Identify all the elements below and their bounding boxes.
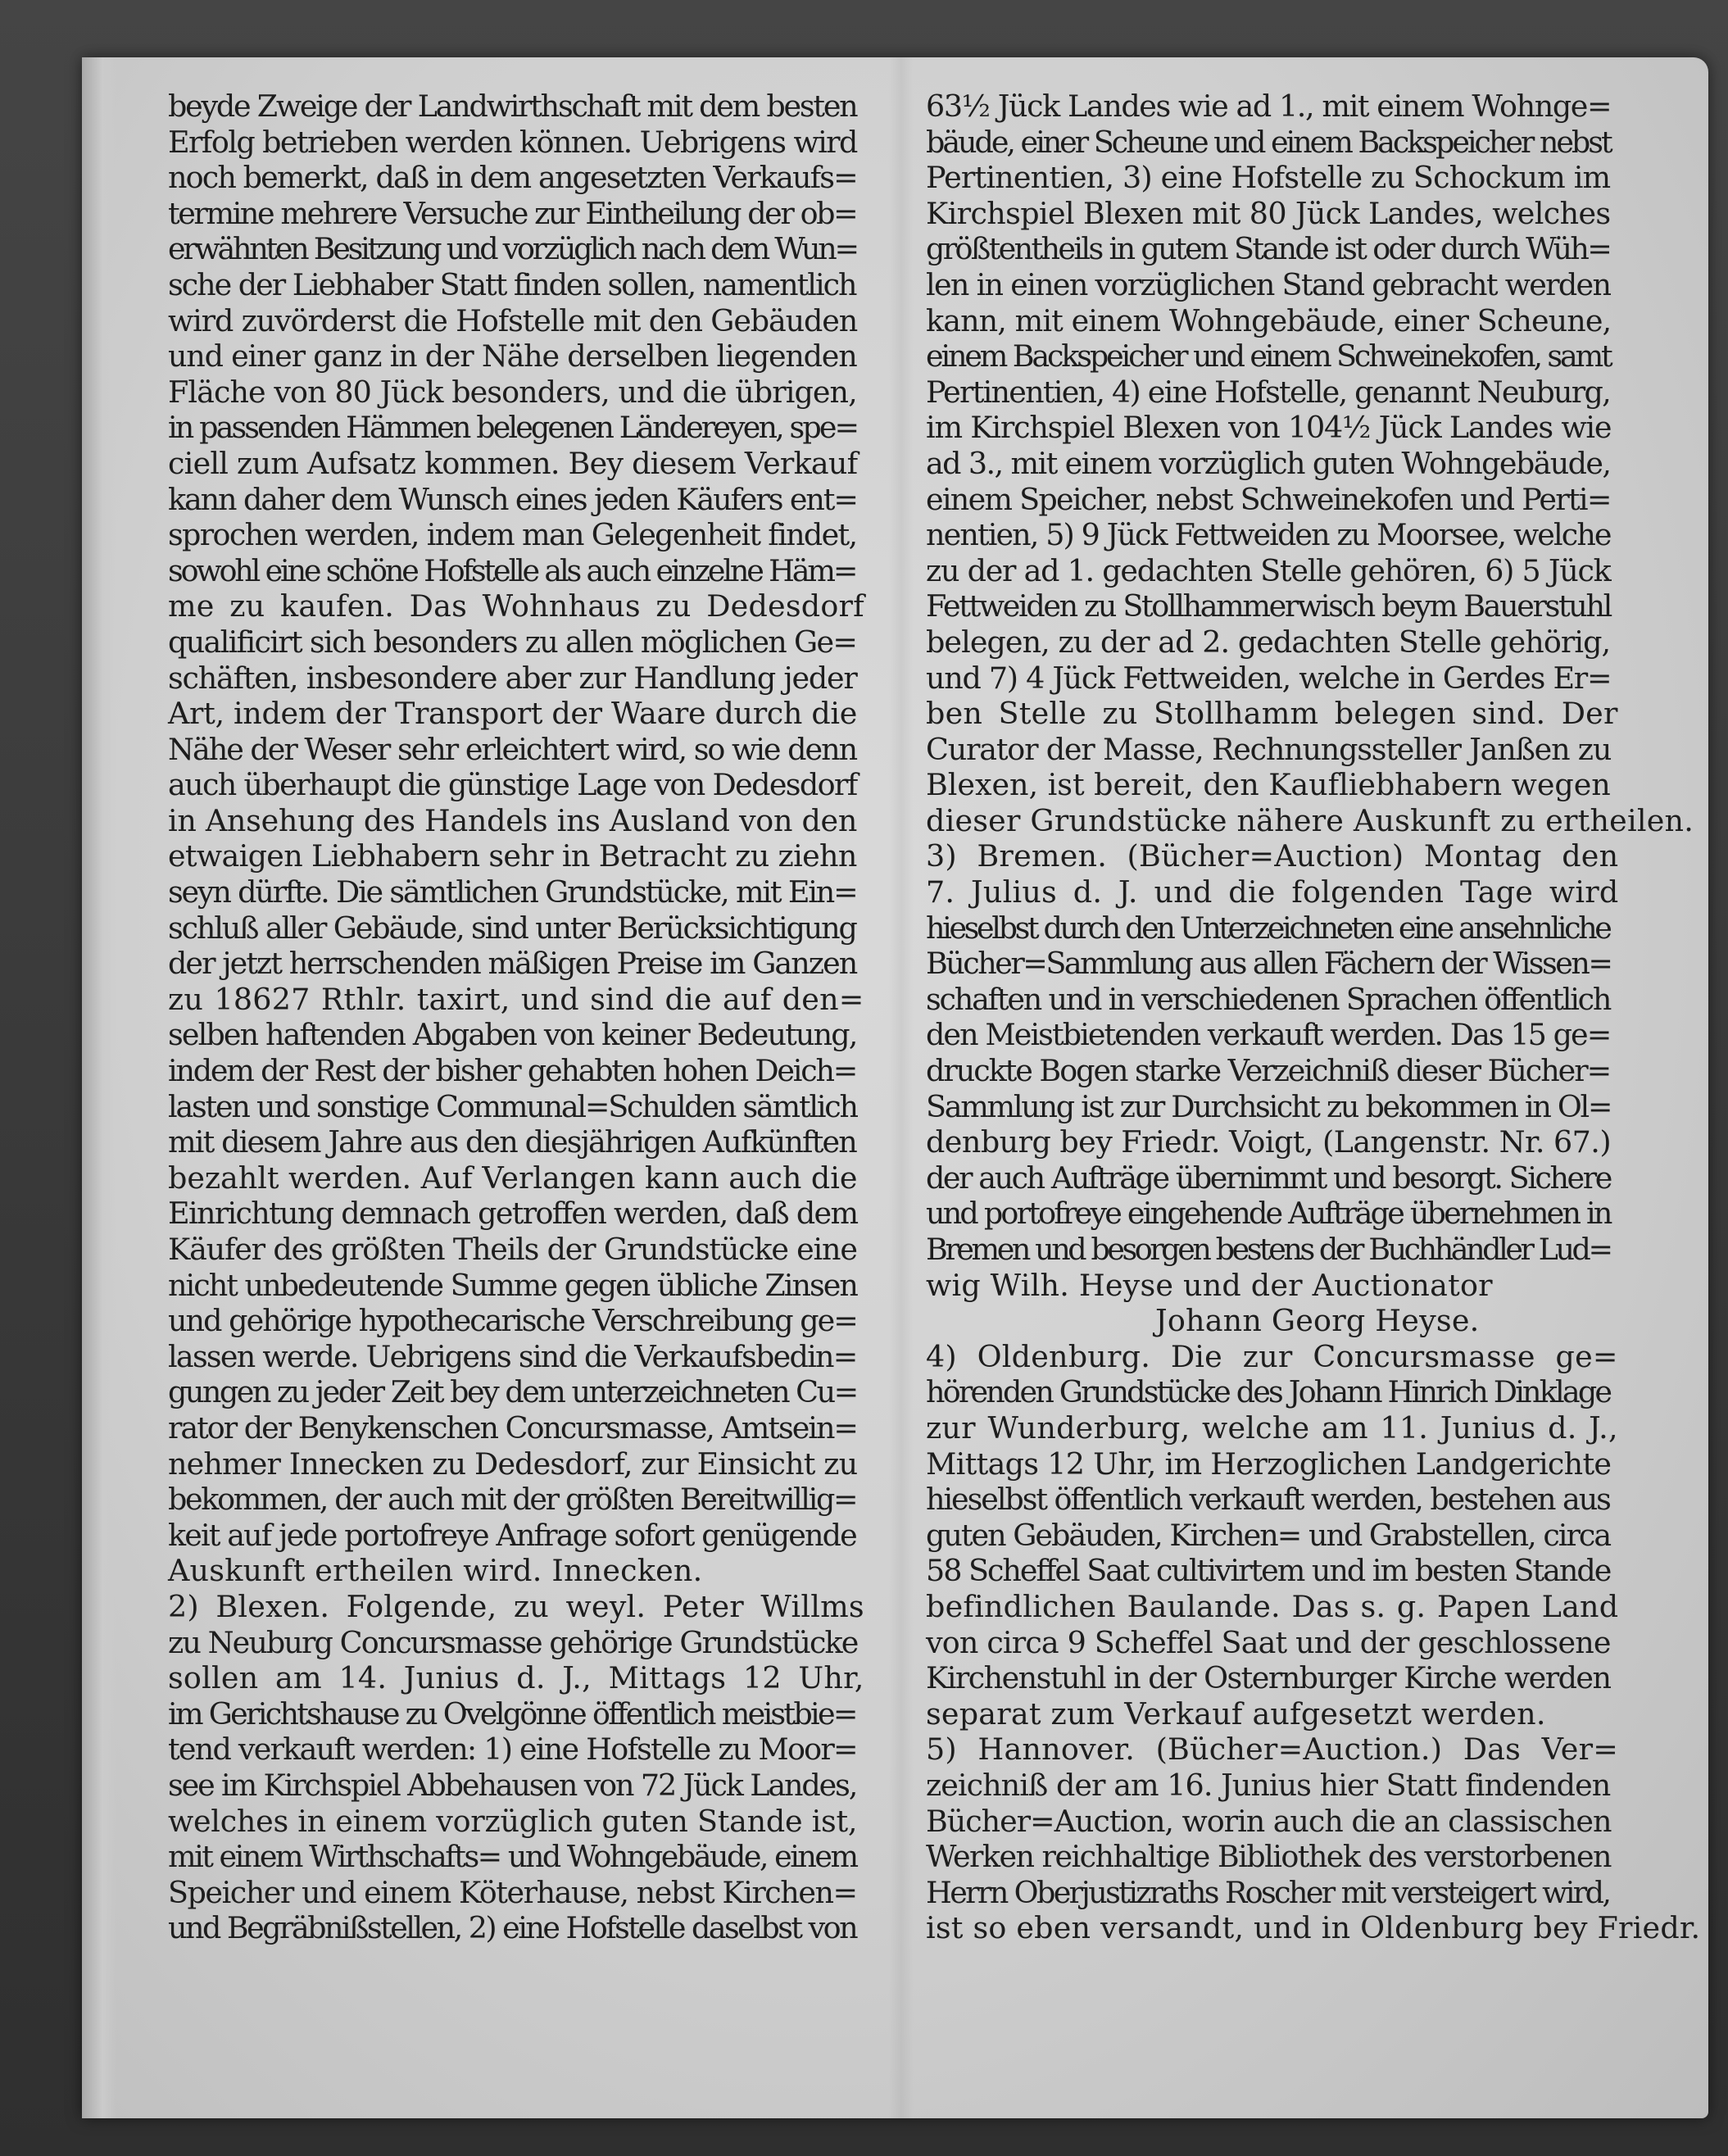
text-line: ad 3., mit einem vorzüglich guten Wohngebäude, — [926, 445, 1611, 481]
text-line: mit diesem Jahre aus den diesjährigen Aufkünften — [168, 1124, 856, 1160]
page-left-edge — [82, 57, 116, 2118]
text-line: Mittags 12 Uhr, im Herzoglichen Landgerichte — [926, 1446, 1612, 1482]
text-line: sowohl eine schöne Hofstelle als auch einzelne Häm= — [168, 552, 856, 588]
text-line: 2) Blexen. Folgende, zu weyl. Peter Willms — [168, 1588, 864, 1624]
text-line: 3) Bremen. (Bücher=Auction) Montag den — [926, 838, 1619, 874]
text-line: gungen zu jeder Zeit bey dem unterzeichneten Cu= — [168, 1374, 857, 1410]
text-line: von circa 9 Scheffel Saat und der geschlossene — [926, 1624, 1611, 1660]
text-line: und 7) 4 Jück Fettweiden, welche in Gerdes Er= — [926, 660, 1612, 696]
text-line: zu der ad 1. gedachten Stelle gehören, 6) 5 Jück — [926, 552, 1611, 588]
text-line: Kirchspiel Blexen mit 80 Jück Landes, welches — [926, 195, 1611, 231]
text-line: 58 Scheffel Saat cultivirtem und im besten Stande — [926, 1553, 1611, 1589]
text-line: und Begräbnißstellen, 2) eine Hofstelle daselbst von — [168, 1910, 857, 1946]
text-line: separat zum Verkauf aufgesetzt werden. — [926, 1695, 1546, 1732]
text-line: bekommen, der auch mit der größten Bereitwillig= — [168, 1482, 857, 1518]
text-line: Werken reichhaltige Bibliothek des verstorbenen — [926, 1839, 1611, 1875]
text-line: nicht unbedeutende Summe gegen übliche Zinsen — [168, 1267, 857, 1303]
text-line: see im Kirchspiel Abbehausen von 72 Jück Landes, — [168, 1767, 857, 1803]
text-line: 63½ Jück Landes wie ad 1., mit einem Wohnge= — [926, 89, 1612, 124]
text-line: der auch Aufträge übernimmt und besorgt. Sichere — [926, 1160, 1611, 1196]
text-line: und gehörige hypothecarische Verschreibung ge= — [168, 1303, 857, 1339]
text-line: noch bemerkt, daß in dem angesetzten Verkaufs= — [168, 160, 857, 196]
text-line: keit auf jede portofreye Anfrage sofort genügende — [168, 1517, 856, 1553]
text-line: hörenden Grundstücke des Johann Hinrich Dinklage — [926, 1374, 1611, 1410]
text-line: schaften und in verschiedenen Sprachen öffentlich — [926, 981, 1611, 1017]
text-line: befindlichen Baulande. Das s. g. Papen Land — [926, 1588, 1619, 1624]
text-line: indem der Rest der bisher gehabten hohen Deich= — [168, 1053, 857, 1089]
text-line: rator der Benykenschen Concursmasse, Amtsein= — [168, 1409, 857, 1446]
text-line: kann, mit einem Wohngebäude, einer Scheune, — [926, 302, 1612, 338]
text-line: me zu kaufen. Das Wohnhaus zu Dedesdorf — [168, 588, 864, 624]
text-line: wig Wilh. Heyse und der Auctionator — [926, 1267, 1493, 1303]
text-line: Pertinentien, 3) eine Hofstelle zu Schockum im — [926, 160, 1611, 196]
text-line: guten Gebäuden, Kirchen= und Grabstellen, circa — [926, 1517, 1611, 1553]
text-line: termine mehrere Versuche zur Eintheilung der ob= — [168, 195, 857, 231]
text-line: hieselbst öffentlich verkauft werden, bestehen aus — [926, 1482, 1610, 1518]
text-line: Erfolg betrieben werden können. Uebrigens wird — [168, 124, 857, 160]
text-line: erwähnten Besitzung und vorzüglich nach dem Wun= — [168, 231, 857, 267]
text-line: zeichniß der am 16. Junius hier Statt findenden — [926, 1767, 1611, 1803]
right-text-column — [926, 89, 1701, 1946]
text-line: welches in einem vorzüglich guten Stande ist, — [168, 1803, 858, 1839]
text-line: ciell zum Aufsatz kommen. Bey diesem Verkauf — [168, 445, 858, 481]
text-line: und portofreye eingehende Aufträge übernehmen in — [926, 1196, 1611, 1232]
text-line: auch überhaupt die günstige Lage von Dedesdorf — [168, 767, 857, 803]
text-line: lassen werde. Uebrigens sind die Verkaufsbedin= — [168, 1338, 857, 1374]
text-line: sche der Liebhaber Statt finden sollen, namentlich — [168, 266, 856, 302]
text-line: den Meistbietenden verkauft werden. Das 15 ge= — [926, 1017, 1611, 1053]
text-line: Speicher und einem Köterhause, nebst Kirchen= — [168, 1874, 857, 1910]
text-line: zu 18627 Rthlr. taxirt, und sind die auf den= — [168, 981, 864, 1017]
column-gutter — [889, 57, 914, 2118]
text-line: tend verkauft werden: 1) eine Hofstelle zu Moor= — [168, 1732, 857, 1768]
text-line: Curator der Masse, Rechnungssteller Janßen zu — [926, 731, 1612, 767]
text-line: Bücher=Auction, worin auch die an classischen — [926, 1803, 1612, 1839]
text-line: bäude, einer Scheune und einem Backspeicher nebst — [926, 124, 1611, 160]
text-line: qualificirt sich besonders zu allen möglichen Ge= — [168, 624, 857, 660]
text-line: größtentheils in gutem Stande ist oder durch Wüh= — [926, 231, 1611, 267]
text-line: in Ansehung des Handels ins Ausland von den — [168, 802, 858, 838]
text-line: Nähe der Weser sehr erleichtert wird, so wie denn — [168, 731, 857, 767]
text-line: Herrn Oberjustizraths Roscher mit versteigert wird, — [926, 1874, 1610, 1910]
text-line: 4) Oldenburg. Die zur Concursmasse ge= — [926, 1338, 1618, 1374]
text-line: sollen am 14. Junius d. J., Mittags 12 Uhr, — [168, 1660, 864, 1696]
text-line: Einrichtung demnach getroffen werden, daß dem — [168, 1196, 858, 1232]
text-line: schäften, insbesondere aber zur Handlung jeder — [168, 660, 857, 696]
text-line: Auskunft ertheilen wird. Innecken. — [168, 1553, 703, 1589]
text-line: im Kirchspiel Blexen von 104½ Jück Landes wie — [926, 410, 1612, 446]
text-line: zu Neuburg Concursmasse gehörige Grundstücke — [168, 1624, 858, 1660]
text-line: Käufer des größten Theils der Grundstücke eine — [168, 1232, 857, 1267]
text-line: kann daher dem Wunsch eines jeden Käufers ent= — [168, 481, 857, 517]
left-text-column — [168, 89, 864, 1946]
text-line: zur Wunderburg, welche am 11. Junius d. J., — [926, 1409, 1618, 1446]
text-line: nentien, 5) 9 Jück Fettweiden zu Moorsee, welche — [926, 517, 1611, 553]
text-line: Art, indem der Transport der Waare durch die — [168, 696, 857, 732]
text-line: etwaigen Liebhabern sehr in Betracht zu ziehn — [168, 838, 857, 874]
text-line: wird zuvörderst die Hofstelle mit den Gebäuden — [168, 302, 858, 338]
text-line: Blexen, ist bereit, den Kaufliebhabern wegen — [926, 767, 1611, 803]
text-line: seyn dürfte. Die sämtlichen Grundstücke, mit Ein= — [168, 874, 857, 910]
text-line: hieselbst durch den Unterzeichneten eine ansehnliche — [926, 910, 1610, 946]
text-line: Kirchenstuhl in der Osternburger Kirche werden — [926, 1660, 1611, 1696]
text-line: einem Speicher, nebst Schweinekofen und Perti= — [926, 481, 1611, 517]
text-line: Pertinentien, 4) eine Hofstelle, genannt Neuburg, — [926, 374, 1610, 410]
text-line: Sammlung ist zur Durchsicht zu bekommen in Ol= — [926, 1088, 1612, 1124]
text-line: lasten und sonstige Communal=Schulden sämtlich — [168, 1088, 857, 1124]
text-line: Bücher=Sammlung aus allen Fächern der Wissen= — [926, 946, 1612, 982]
text-line: ist so eben versandt, und in Oldenburg bey Friedr. — [926, 1910, 1701, 1946]
text-line: schluß aller Gebäude, sind unter Berücksichtigung — [168, 910, 856, 946]
text-line: sprochen werden, indem man Gelegenheit findet, — [168, 517, 857, 553]
text-line: druckte Bogen starke Verzeichniß dieser Bücher= — [926, 1053, 1611, 1089]
text-line: im Gerichtshause zu Ovelgönne öffentlich meistbie= — [168, 1695, 856, 1732]
text-line: der jetzt herrschenden mäßigen Preise im Ganzen — [168, 946, 857, 982]
text-line: beyde Zweige der Landwirthschaft mit dem besten — [168, 89, 857, 124]
text-line: selben haftenden Abgaben von keiner Bedeutung, — [168, 1017, 857, 1053]
text-line: Fettweiden zu Stollhammerwisch beym Bauerstuhl — [926, 588, 1611, 624]
text-line: len in einen vorzüglichen Stand gebracht werden — [926, 266, 1611, 302]
text-line: ben Stelle zu Stollhamm belegen sind. Der — [926, 696, 1618, 732]
text-line: dieser Grundstücke nähere Auskunft zu ertheilen. — [926, 802, 1694, 838]
text-line: mit einem Wirthschafts= und Wohngebäude, einem — [168, 1839, 857, 1875]
text-line: und einer ganz in der Nähe derselben liegenden — [168, 338, 857, 374]
text-line: 5) Hannover. (Bücher=Auction.) Das Ver= — [926, 1732, 1619, 1768]
text-line: nehmer Innecken zu Dedesdorf, zur Einsicht zu — [168, 1446, 858, 1482]
text-line: 7. Julius d. J. und die folgenden Tage wird — [926, 874, 1619, 910]
text-line: Bremen und besorgen bestens der Buchhändler Lud= — [926, 1232, 1611, 1267]
text-line: einem Backspeicher und einem Schweinekofen, samt — [926, 338, 1611, 374]
text-line: in passenden Hämmen belegenen Ländereyen, spe= — [168, 410, 858, 446]
text-line: belegen, zu der ad 2. gedachten Stelle gehörig, — [926, 624, 1611, 660]
text-line: Fläche von 80 Jück besonders, und die übrigen, — [168, 374, 857, 410]
text-line: Johann Georg Heyse. — [1155, 1303, 1480, 1339]
text-line: denburg bey Friedr. Voigt, (Langenstr. Nr. 67.) — [926, 1124, 1612, 1160]
text-line: bezahlt werden. Auf Verlangen kann auch die — [168, 1160, 858, 1196]
